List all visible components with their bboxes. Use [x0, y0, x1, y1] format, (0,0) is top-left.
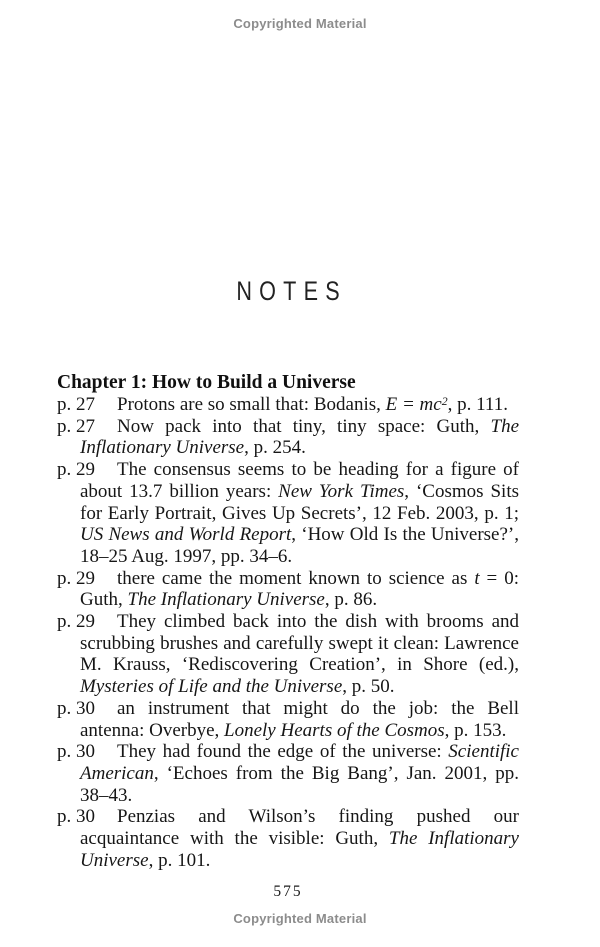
note-page-ref: p. 27	[57, 394, 95, 415]
note-entry	[57, 394, 519, 416]
note-text: They had found the edge of the universe: Scientific American, ‘Echoes from the Big Bang’, Jan. 2001, pp. 38–43.	[80, 741, 519, 806]
note-page-ref: p. 29	[57, 611, 95, 633]
note-entry	[57, 568, 519, 611]
note-page-ref: p. 30	[57, 697, 95, 719]
note-entry	[57, 741, 519, 806]
note-text: an instrument that might do the job: the Bell antenna: Overbye, Lonely Hearts of the Cosmos, p. 153.	[80, 697, 519, 741]
note-page-ref: p. 30	[57, 741, 95, 763]
note-text: Now pack into that tiny, tiny space: Guth, The Inflationary Universe, p. 254.	[80, 415, 519, 459]
note-entry	[57, 459, 519, 568]
chapter-heading: Chapter 1: How to Build a Universe	[57, 372, 356, 393]
page-title: NOTES	[236, 276, 347, 306]
note-page-ref: p. 27	[57, 415, 95, 437]
page-number: 575	[273, 883, 303, 900]
note-text: They climbed back into the dish with brooms and scrubbing brushes and carefully swept it clean: Lawrence M. Krauss, ‘Rediscovering Creation’, in Shore (ed.), Mysteries of Life and the Universe, p. 50.	[80, 611, 519, 698]
copyright-notice-top: Copyrighted Material	[233, 16, 367, 31]
note-entry	[57, 611, 519, 698]
note-entry	[57, 698, 519, 741]
copyright-notice-bottom: Copyrighted Material	[233, 911, 367, 926]
note-text: The consensus seems to be heading for a figure of about 13.7 billion years: New York Times, ‘Cosmos Sits for Early Portrait, Gives Up Secrets’, 12 Feb. 2003, p. 1; US News and World Report, ‘How Old Is the Universe?’, 18–25 Aug. 1997, pp. 34–6.	[80, 459, 519, 567]
note-page-ref: p. 30	[57, 806, 95, 828]
note-text: Penzias and Wilson’s finding pushed our acquaintance with the visible: Guth, The Inflationary Universe, p. 101.	[80, 806, 519, 871]
note-text: there came the moment known to science as t = 0: Guth, The Inflationary Universe, p. 86.	[80, 567, 519, 611]
note-entry	[57, 806, 519, 871]
notes-content	[57, 372, 519, 871]
note-entry	[57, 416, 519, 459]
note-page-ref: p. 29	[57, 459, 95, 481]
note-page-ref: p. 29	[57, 567, 95, 589]
note-text: Protons are so small that: Bodanis, $E = mc^2$, p. 111.	[117, 394, 508, 415]
notes-list	[57, 394, 519, 871]
